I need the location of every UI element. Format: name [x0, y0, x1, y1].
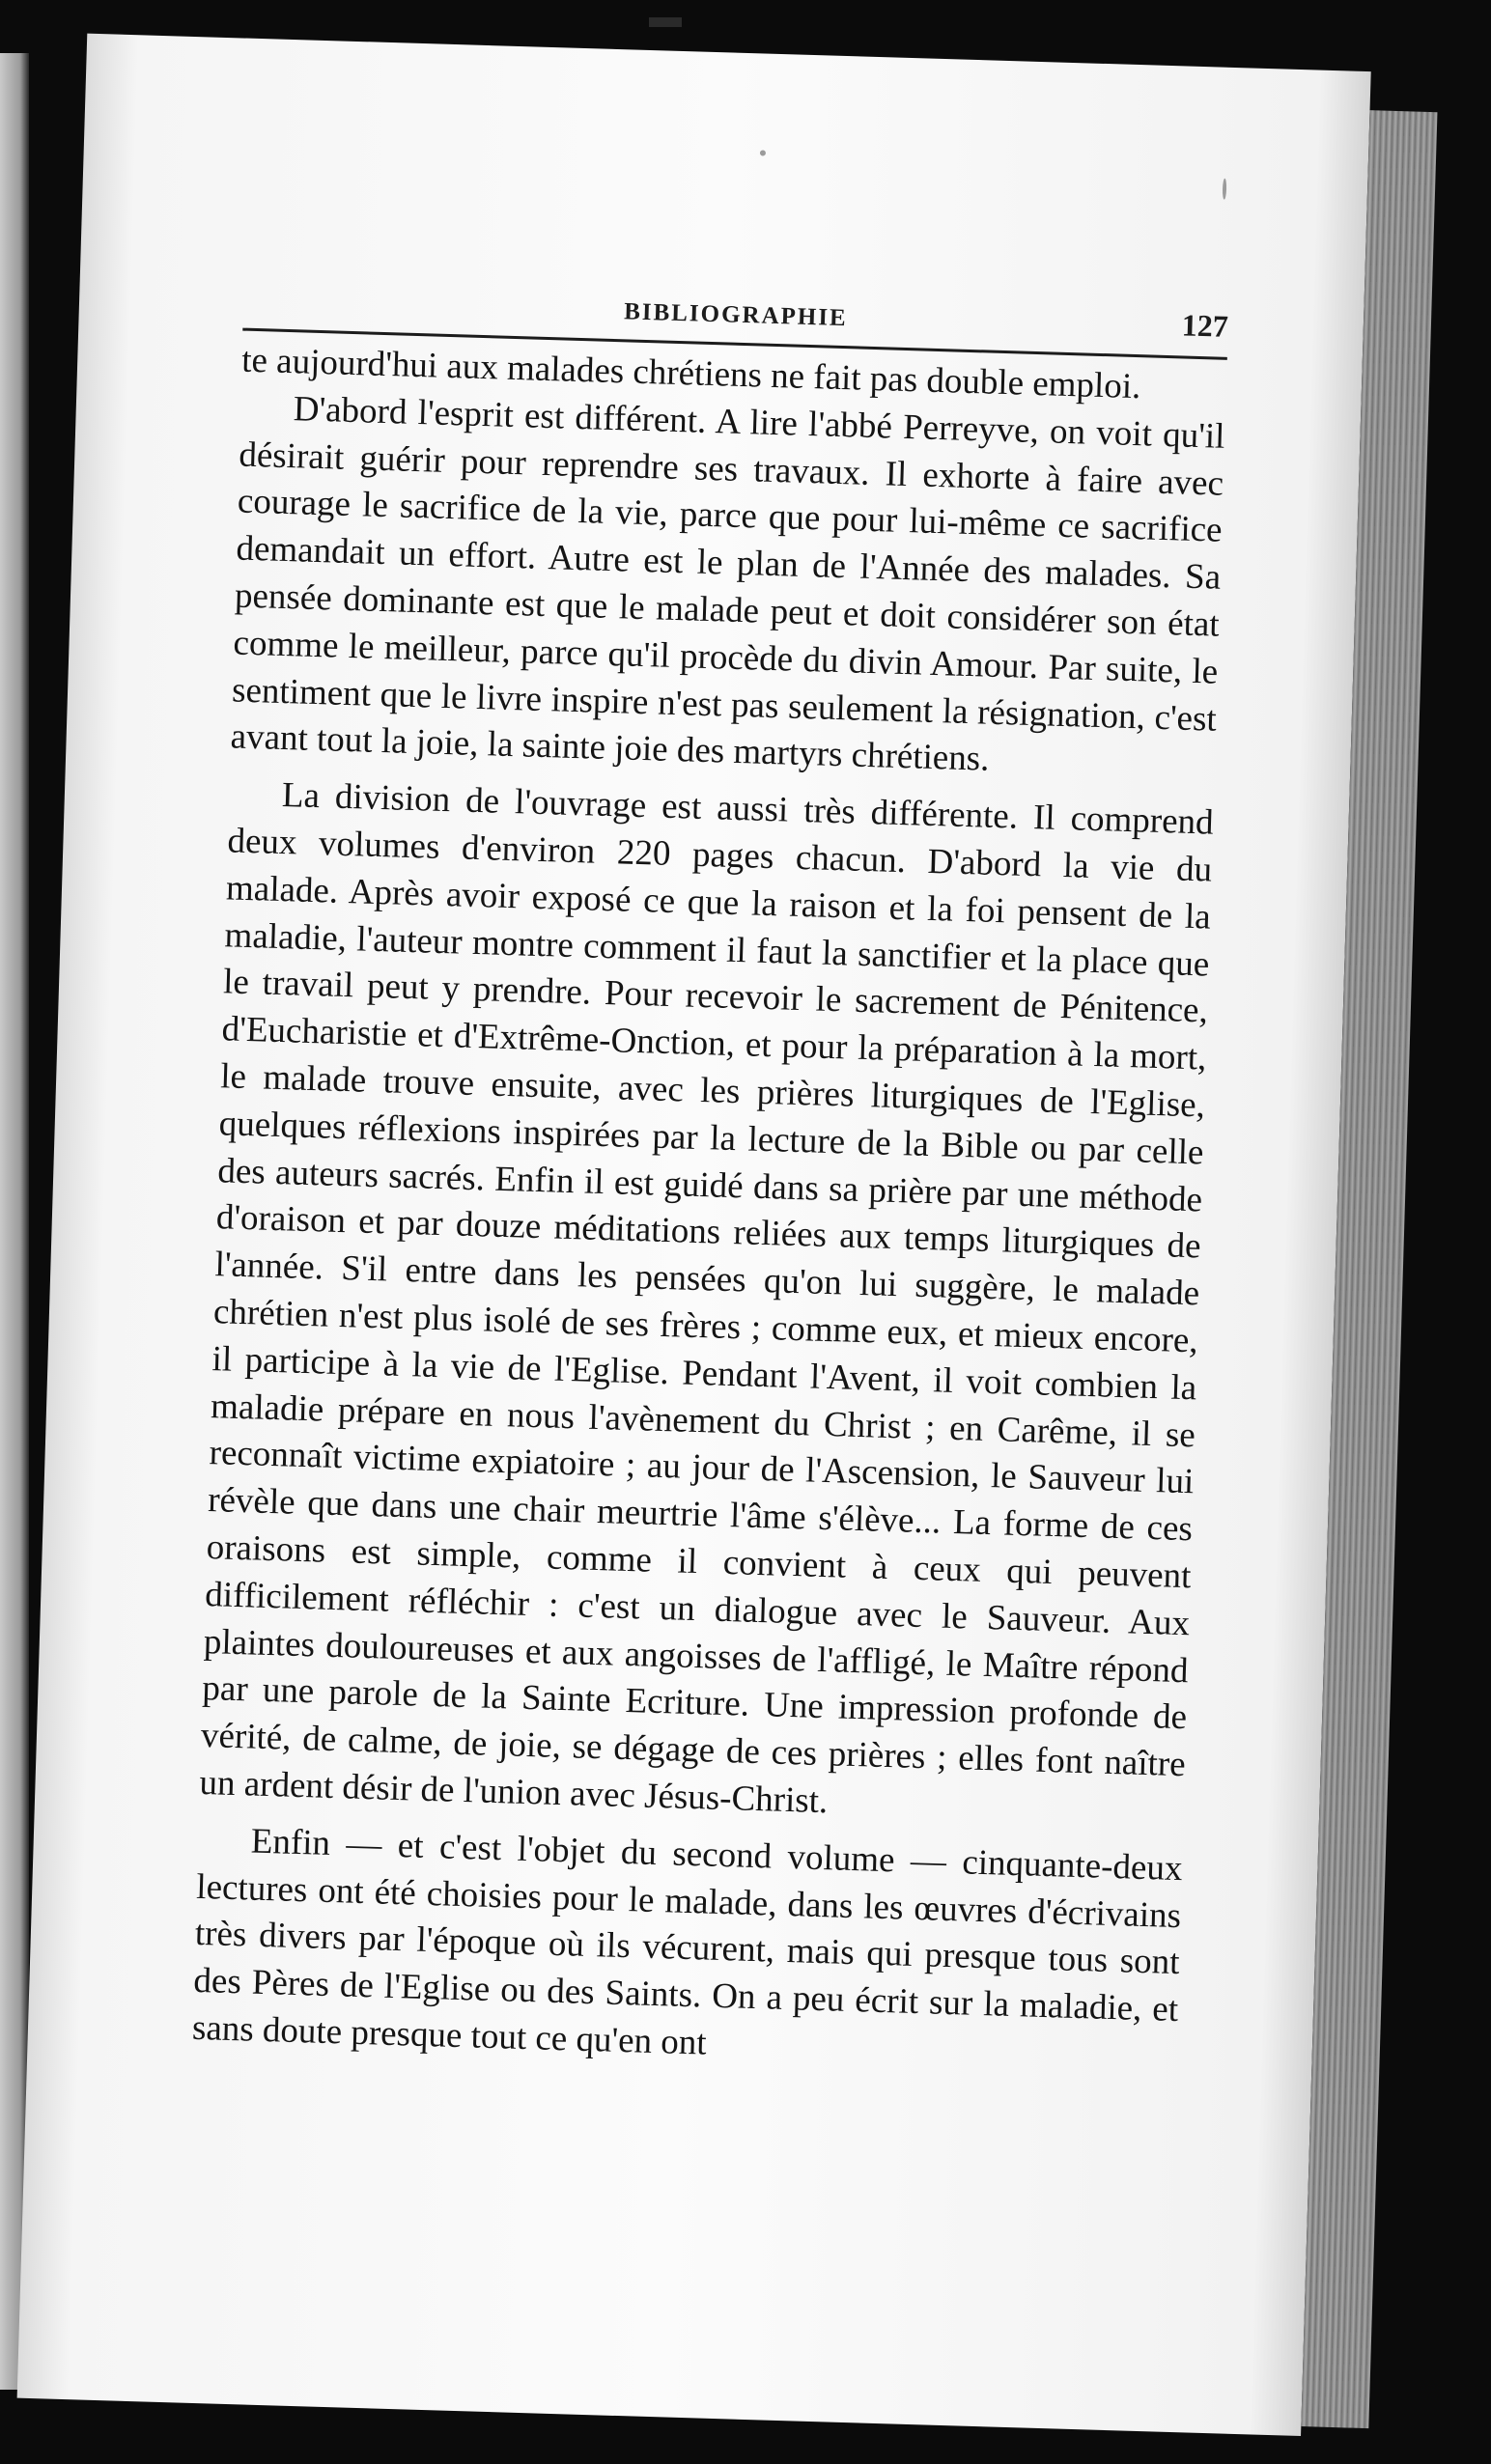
page-number: 127 [1181, 307, 1229, 344]
paragraph: D'abord l'esprit est différent. A lire l'abbé Perreyve, on voit qu'il désirait guérir pour reprendre ses travaux. Il exhorte à faire avec courage le sacrifice de la vie, parce que pour lui-même ce sacrifice demandait un effort. Autre est le plan de l'Année des malades. Sa pensée dominante est que le malade peut et doit considérer son état comme le meilleur, parce qu'il procède du divin Amour. Par suite, le sentiment que le livre inspire n'est pas seulement la résignation, c'est avant tout la joie, la sainte joie des martyrs chrétiens. [230, 388, 1226, 780]
paper-speck [1223, 179, 1227, 200]
paragraph: Enfin — et c'est l'objet du second volume — cinquante-deux lectures ont été choisies pour le malade, dans les œuvres d'écrivains très divers par l'époque où ils vécurent, mais qui presque tous sont des Pères de l'Eglise ou des Saints. On a peu écrit sur la maladie, et sans doute presque tout ce qu'en ont [191, 1821, 1184, 2063]
body-text [191, 338, 1226, 2082]
page [17, 34, 1371, 2436]
paragraph: La division de l'ouvrage est aussi très différente. Il comprend deux volumes d'environ 220 pages chacun. D'abord la vie du malade. Après avoir exposé ce que la raison et la foi pensent de la maladie, l'auteur montre comment il faut la sanctifier et la place que le travail peut y prendre. Pour recevoir le sacrement de Pénitence, d'Eucharistie et d'Extrême-Onction, et pour la préparation à la mort, le malade trouve ensuite, avec les prières liturgiques de l'Eglise, quelques réflexions inspirées par la lecture de la Bible ou par celle des auteurs sacrés. Enfin il est guidé dans sa prière par une méthode d'oraison et par douze méditations reliées aux temps liturgiques de l'année. S'il entre dans les pensées qu'on lui suggère, le malade chrétien n'est plus isolé de ses frères ; comme eux, et mieux encore, il participe à la vie de l'Eglise. Pendant l'Avent, il voit combien la maladie prépare en nous l'avènement du Christ ; en Carême, il se reconnaît victime expiatoire ; au jour de l'Ascension, le Sauveur lui révèle que dans une chair meurtrie l'âme s'élève... La forme de ces oraisons est simple, comme il convient à ceux qui peuvent difficilement réfléchir : c'est un dialogue avec le Sauveur. Aux plaintes douloureuses et aux angoisses de l'affligé, le Maître répond par une parole de la Sainte Ecriture. Une impression profonde de vérité, de calme, de joie, se dégage de ces prières ; elles font naître un ardent désir de l'union avec Jésus-Christ. [198, 775, 1215, 1822]
page-block [0, 33, 1439, 2448]
paragraph-continuation: te aujourd'hui aux malades chrétiens ne fait pas double emploi. [240, 340, 1141, 407]
paper-speck [760, 150, 766, 155]
scan-mark [649, 17, 682, 27]
running-title: BIBLIOGRAPHIE [623, 298, 849, 332]
